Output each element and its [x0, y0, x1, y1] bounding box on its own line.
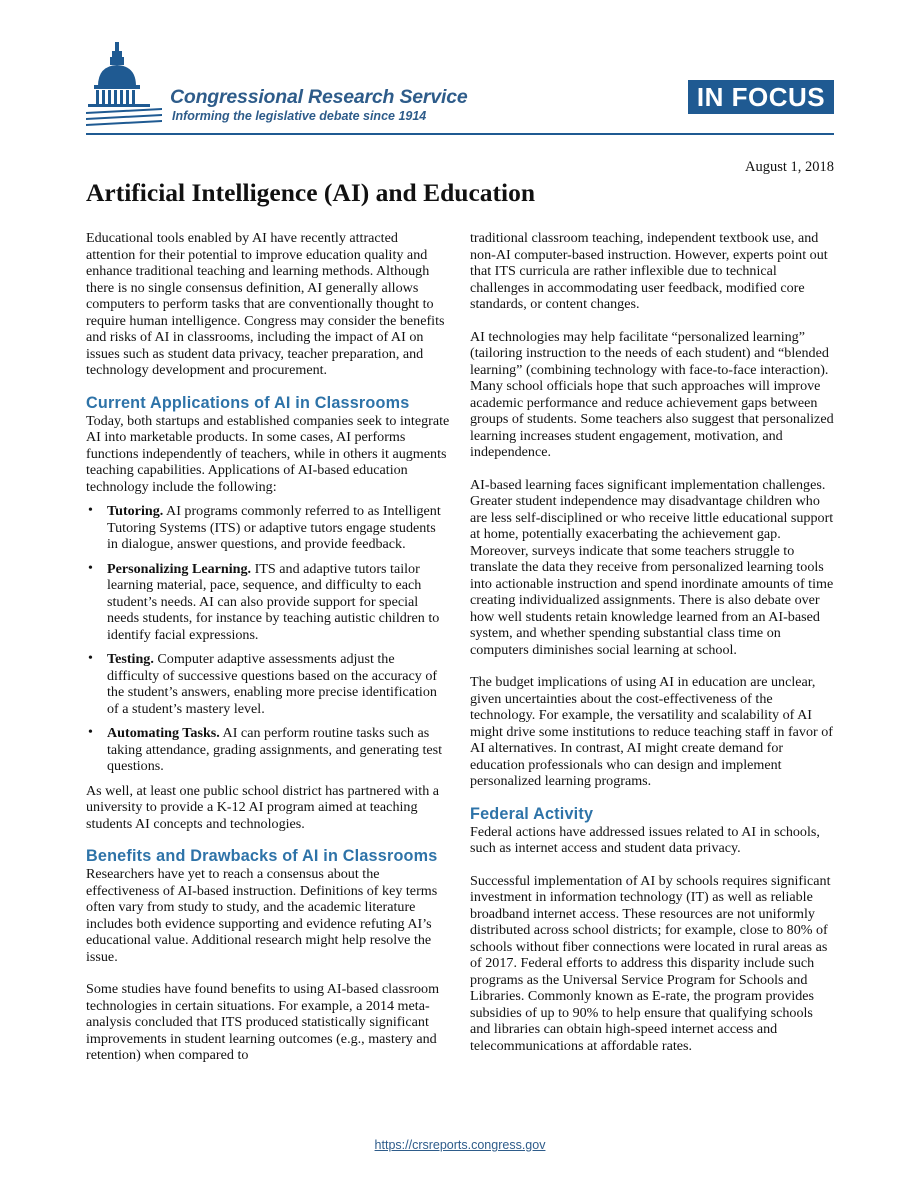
list-item [86, 651, 450, 717]
organization-name: Congressional Research Service [170, 86, 468, 108]
paragraph: The budget implications of using AI in education are unclear, given uncertainties about the cost-effectiveness of the technology. For example, the versatility and scalability of AI might drive some institutions to reduce teaching staff in favor of AI alternatives. In contrast, AI might create demand for education professionals who can design and implement personalized learning programs. [470, 674, 833, 789]
left-column [86, 230, 450, 1080]
paragraph: Today, both startups and established companies seek to integrate AI into marketable products. In some cases, AI performs functions independently of teachers, while in others it augments teaching capabilities. Applications of AI-based education technology include the following: [86, 412, 450, 495]
paragraph: AI-based learning faces significant implementation challenges. Greater student independence may disadvantage children who are less self-disciplined or who receive little educational support at home, potentially exacerbating the achievement gap. Moreover, surveys indicate that some teachers struggle to translate the data they receive from personalized learning tools into actionable instruction and spend inordinate amounts of time creating individualized assignments. There is also debate over how well students retain knowledge learned from an AI-based system, and whether spending substantial class time on computers diminishes social learning at school. [470, 476, 834, 658]
section-heading-federal-activity: Federal Activity [470, 804, 594, 823]
intro-paragraph: Educational tools enabled by AI have recently attracted attention for their potential to improve education quality and enhance traditional teaching and learning methods. Although there is no single consensus definition, AI generally allows computers to perform tasks that are conventionally thought to require human intelligence. Congress may consider the benefits and risks of AI in classrooms, including the impact of AI on issues such as student data privacy, teacher preparation, and technology development and procurement. [86, 230, 445, 378]
list-item-term: Testing. [107, 651, 154, 667]
paragraph: As well, at least one public school district has partnered with a university to provide a K-12 AI program aimed at teaching students AI concepts and technologies. [86, 782, 440, 832]
paragraph: traditional classroom teaching, independent textbook use, and non-AI computer-based instruction. However, experts point out that ITS curricula are rather inflexible due to technical challenges in accommodating user feedback, modified core standards, or content changes. [470, 230, 828, 312]
list-item-text: AI programs commonly referred to as Intelligent Tutoring Systems (ITS) or adaptive tutors engage students in dialogue, answer questions, and provide feedback. [107, 503, 441, 552]
header-divider [86, 133, 834, 135]
list-item-text: Computer adaptive assessments adjust the difficulty of successive questions based on the accuracy of the student’s answers, enabling more precise identification of a student’s mastery level. [107, 651, 438, 717]
list-item-text: AI can perform routine tasks such as taking attendance, grading assignments, and generating test questions. [107, 725, 443, 774]
list-item [86, 561, 450, 644]
publication-date: August 1, 2018 [744, 159, 834, 175]
list-item [86, 725, 450, 775]
paragraph: Successful implementation of AI by schools requires significant investment in information technology (IT) as well as reliable broadband internet access. These resources are not uniformly distributed across school districts; for example, close to 80% of schools without fiber connections were located in rural areas as of 2017. Federal efforts to address this disparity include such programs as the Universal Service Program for Schools and Libraries. Commonly known as E-rate, the program provides subsidies of up to 90% to help ensure that qualifying schools and libraries can obtain high-speed internet access and telecommunications at affordable rates. [470, 872, 831, 1054]
list-item-term: Personalizing Learning. [107, 560, 252, 577]
paragraph: Researchers have yet to reach a consensus about the effectiveness of AI-based instruction. Definitions of key terms often vary from study to study, and the academic literature includes both evidence supporting and evidence refuting AI’s educational value. Additional research might help resolve the issue. [86, 866, 438, 965]
page-header [0, 0, 920, 140]
organization-tagline: Informing the legislative debate since 1914 [172, 109, 427, 123]
list-item-term: Tutoring. [107, 503, 164, 519]
list-item-term: Automating Tasks. [107, 725, 220, 741]
paragraph: AI technologies may help facilitate “personalized learning” (tailoring instruction to the needs of each student) and “blended learning” (combining technology with face-to-face interaction). Many school officials hope that such approaches will improve academic performance and reduce achievement gaps between groups of students. Some teachers also suggest that personalized learning increases student engagement, motivation, and independence. [470, 328, 834, 460]
in-focus-badge: IN FOCUS [688, 80, 834, 114]
paragraph: Some studies have found benefits to using AI-based classroom technologies in certain situations. For example, a 2014 meta-analysis concluded that ITS produced statistically significant improvements in student learning outcomes (e.g., mastery and retention) when compared to [86, 981, 440, 1063]
paragraph: Federal actions have addressed issues related to AI in schools, such as internet access and student data privacy. [470, 823, 820, 856]
right-column [470, 230, 834, 1070]
page-title: Artificial Intelligence (AI) and Education [86, 178, 536, 207]
list-item [86, 503, 450, 553]
capitol-dome-icon [84, 42, 164, 128]
list-item-text: ITS and adaptive tutors tailor learning material, pace, sequence, and difficulty to each student’s needs. AI can also provide support for special needs students, for instance by teaching autistic children to identify facial expressions. [107, 560, 440, 643]
section-heading-benefits-drawbacks: Benefits and Drawbacks of AI in Classrooms [86, 847, 438, 865]
applications-list [86, 503, 450, 775]
footer-link[interactable]: https://crsreports.congress.gov [374, 1138, 546, 1152]
section-heading-current-applications: Current Applications of AI in Classrooms [86, 393, 410, 412]
